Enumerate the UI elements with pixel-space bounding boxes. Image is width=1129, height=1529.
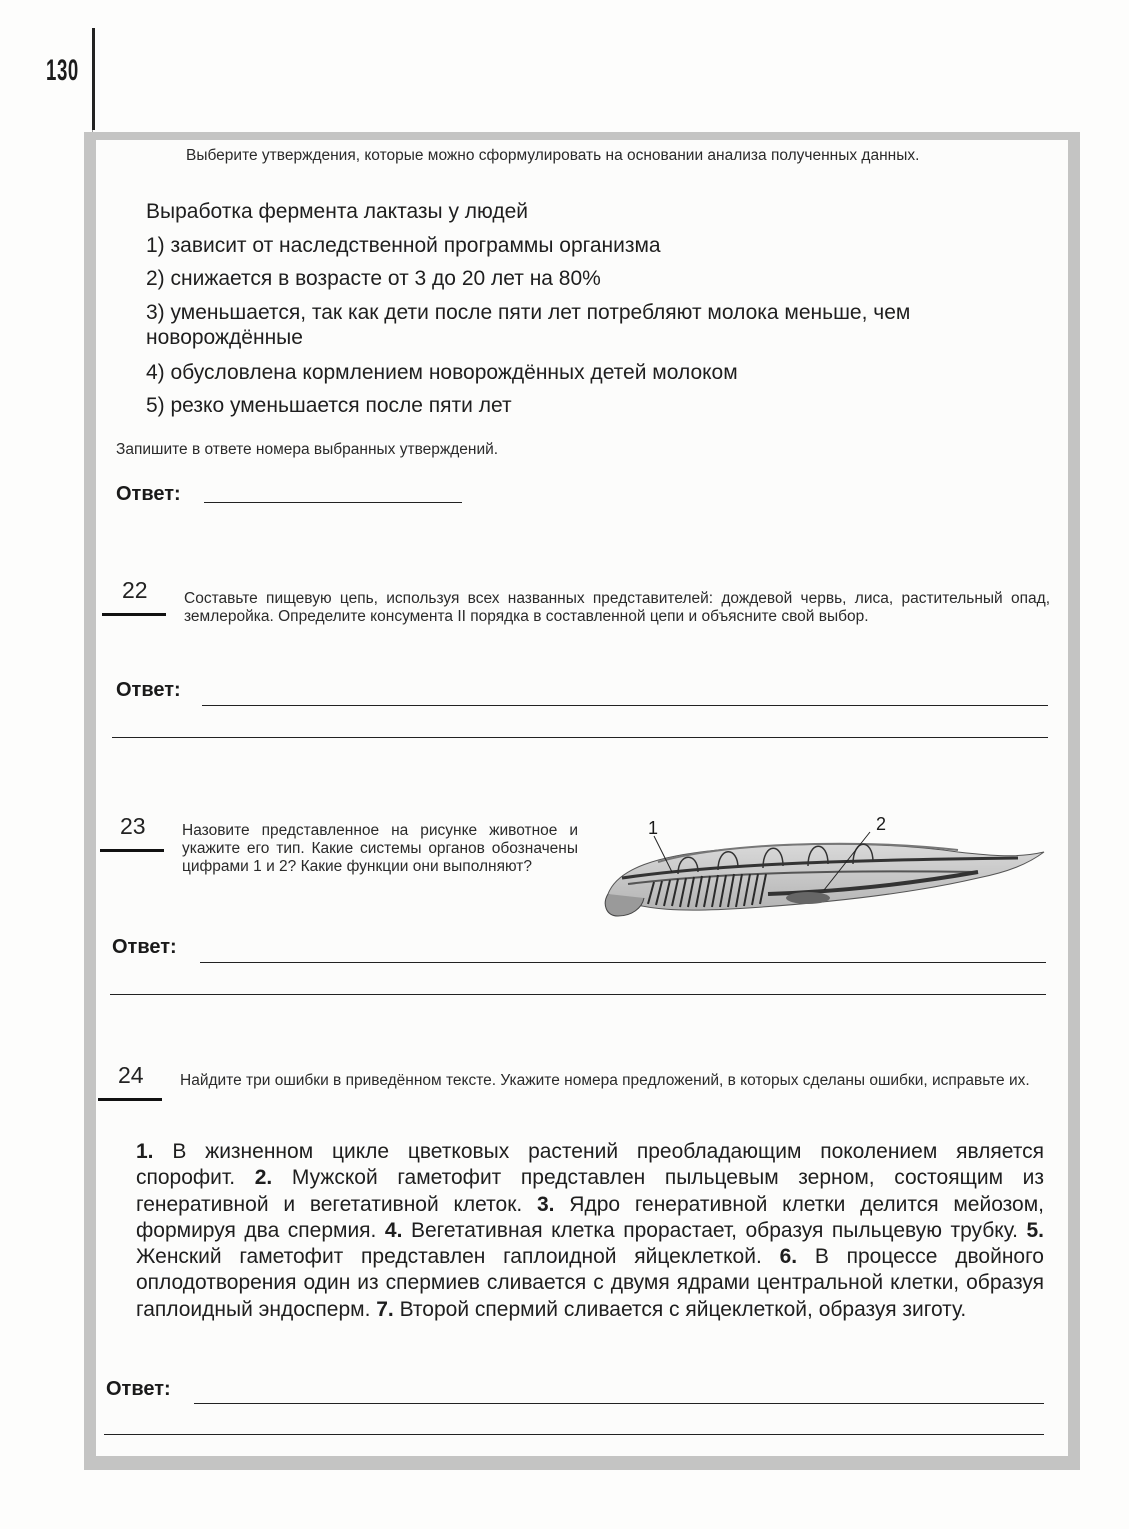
- q24-sentence: Вегетативная клетка прорастает, образуя пыльцевую трубку.: [410, 1218, 1018, 1242]
- q21-option-3: 3) уменьшается, так как дети после пяти лет потребляют молока меньше, чем новорождённые: [146, 301, 911, 349]
- page-number: 130: [46, 54, 79, 87]
- q24-sentence-number: 1.: [136, 1140, 154, 1163]
- figure-label-1: 1: [648, 818, 659, 838]
- q21-lead: Выработка фермента лактазы у людей: [146, 200, 529, 223]
- q21-write-instruction: Запишите в ответе номера выбранных утверждений.: [116, 441, 499, 458]
- q24-passage: [136, 1139, 1044, 1323]
- q24-sentence: В жизненном цикле цветковых растений преобладающим поколением является спорофит.: [136, 1140, 1044, 1190]
- q23-number: 23: [120, 813, 146, 839]
- margin-rule: [92, 28, 95, 130]
- q24-number-bar: [98, 1098, 162, 1101]
- q23-number-bar: [100, 849, 164, 852]
- q22-text: Составьте пищевую цепь, используя всех названных представителей: дождевой червь, лиса, растительный опад, землеройка. Определите консумента II порядка в составленной цепи и объясните свой выбор.: [184, 590, 1050, 625]
- q24-answer-line-1[interactable]: [194, 1403, 1044, 1404]
- q21-option-1: 1) зависит от наследственной программы организма: [146, 234, 661, 257]
- q22-number-bar: [102, 613, 166, 616]
- q24-sentence: Мужской гаметофит представлен пыльцевым зерном, состоящим из генеративной и вегетативной клеток.: [136, 1166, 1044, 1216]
- q22-answer-line-2[interactable]: [112, 737, 1048, 738]
- q24-sentence: Ядро генеративной клетки делится мейозом, формируя два спермия.: [136, 1192, 1044, 1242]
- q24-number: 24: [118, 1062, 144, 1088]
- q24-sentence: Женский гаметофит представлен гаплоидной яйцеклеткой.: [136, 1245, 762, 1269]
- q21-answer-line[interactable]: [204, 502, 462, 503]
- q24-answer-line-2[interactable]: [104, 1434, 1044, 1435]
- q23-answer-label: Ответ:: [112, 936, 177, 958]
- figure-label-2: 2: [876, 814, 887, 834]
- q23-answer-line-2[interactable]: [110, 994, 1046, 995]
- q21-option-4: 4) обусловлена кормлением новорождённых детей молоком: [146, 361, 738, 384]
- q24-sentence-number: 6.: [779, 1245, 798, 1269]
- q23-answer-line-1[interactable]: [200, 962, 1046, 963]
- q24-sentence-number: 2.: [254, 1166, 273, 1190]
- q24-sentence-number: 5.: [1026, 1218, 1045, 1242]
- q24-answer-label: Ответ:: [106, 1378, 171, 1400]
- q22-answer-label: Ответ:: [116, 679, 181, 701]
- q23-text: Назовите представленное на рисунке животное и укажите его тип. Какие системы органов обозначены цифрами 1 и 2? Какие функции они выполняют?: [182, 822, 578, 875]
- q24-sentence: В процессе двойного оплодотворения один из спермиев сливается с двумя ядрами центральной клетки, образуя гаплоидный эндосперм.: [136, 1245, 1044, 1321]
- q22-answer-line-1[interactable]: [202, 705, 1048, 706]
- q21-answer-label: Ответ:: [116, 483, 181, 505]
- q24-sentence-number: 4.: [384, 1218, 403, 1242]
- q24-sentence: Второй спермий сливается с яйцеклеткой, образуя зиготу.: [399, 1297, 967, 1321]
- q21-option-5: 5) резко уменьшается после пяти лет: [146, 394, 512, 417]
- q24-sentence-number: 7.: [376, 1297, 394, 1321]
- q24-text: Найдите три ошибки в приведённом тексте. Укажите номера предложений, в которых сделаны ошибки, исправьте их.: [180, 1072, 1030, 1089]
- q24-sentence-number: 3.: [537, 1192, 555, 1216]
- q21-option-2: 2) снижается в возрасте от 3 до 20 лет на 80%: [146, 267, 601, 290]
- q22-number: 22: [122, 577, 148, 603]
- lancelet-figure: [598, 812, 1050, 936]
- q21-instruction: Выберите утверждения, которые можно сформулировать на основании анализа полученных данных.: [186, 147, 920, 164]
